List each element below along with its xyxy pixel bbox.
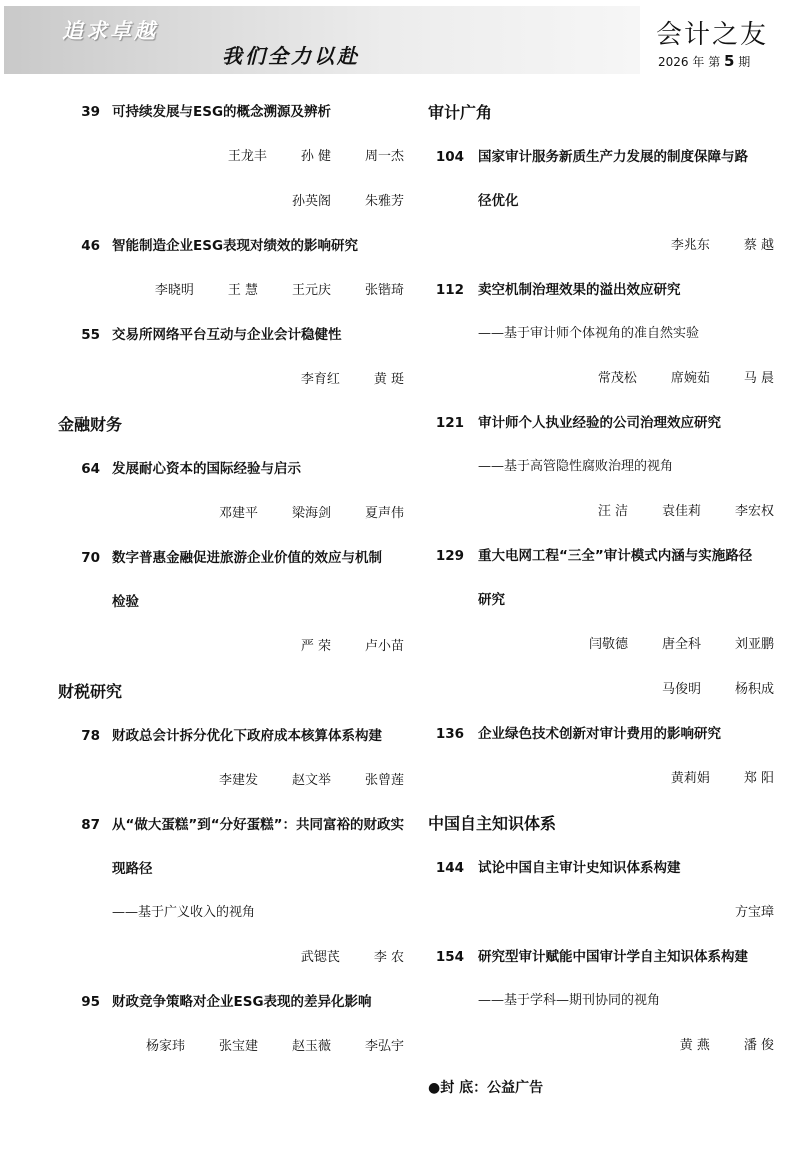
toc-entry-112[interactable] bbox=[428, 268, 780, 401]
page-number: 136 bbox=[435, 726, 464, 742]
article-title: 智能制造企业ESG表现对绩效的影响研究 bbox=[112, 238, 359, 254]
author: 刘亚鹏 bbox=[734, 637, 774, 652]
authors bbox=[428, 622, 780, 667]
author: 李建发 bbox=[218, 773, 258, 788]
magazine-title: 会计之友 bbox=[656, 20, 769, 50]
toc-entry-136[interactable] bbox=[428, 712, 780, 801]
authors bbox=[428, 1023, 780, 1068]
section-heading-knowledge-system: 中国自主知识体系 bbox=[428, 814, 557, 833]
author: 张锴琦 bbox=[364, 283, 404, 298]
authors bbox=[58, 179, 410, 224]
article-title: 财政竞争策略对企业ESG表现的差异化影响 bbox=[112, 994, 372, 1010]
author: 黄 珽 bbox=[373, 372, 404, 387]
authors bbox=[428, 489, 780, 534]
article-title-continued: 检验 bbox=[112, 594, 139, 610]
section-heading-tax: 财税研究 bbox=[58, 682, 123, 701]
author: 邓建平 bbox=[218, 506, 258, 521]
page-number: 104 bbox=[435, 149, 464, 165]
page-number: 64 bbox=[81, 461, 100, 477]
author: 马 晨 bbox=[743, 371, 774, 386]
authors bbox=[58, 758, 410, 803]
authors bbox=[428, 223, 780, 268]
toc-entry-55[interactable] bbox=[58, 313, 410, 402]
article-subtitle: ——基于审计师个体视角的准自然实验 bbox=[478, 326, 700, 341]
authors bbox=[58, 624, 410, 669]
author: 李育红 bbox=[300, 372, 340, 387]
author: 黄莉娟 bbox=[670, 771, 710, 786]
author: 卢小苗 bbox=[364, 639, 404, 654]
article-title: 从“做大蛋糕”到“分好蛋糕”：共同富裕的财政实 bbox=[112, 817, 404, 833]
page-number: 39 bbox=[81, 104, 100, 120]
article-title: 企业绿色技术创新对审计费用的影响研究 bbox=[478, 726, 721, 742]
authors bbox=[428, 356, 780, 401]
section-heading-audit: 审计广角 bbox=[428, 103, 493, 122]
page-number: 154 bbox=[435, 949, 464, 965]
author: 严 荣 bbox=[300, 639, 331, 654]
issue-number: 5 bbox=[724, 52, 735, 70]
back-cover-note: ●封 底：公益广告 bbox=[428, 1080, 544, 1096]
author: 汪 洁 bbox=[597, 504, 628, 519]
toc-entry-70[interactable] bbox=[58, 536, 410, 669]
author: 周一杰 bbox=[364, 149, 404, 164]
page-number: 129 bbox=[435, 548, 464, 564]
author: 孙英阁 bbox=[291, 194, 331, 209]
article-title: 卖空机制治理效果的溢出效应研究 bbox=[478, 282, 681, 298]
author: 王元庆 bbox=[291, 283, 331, 298]
author: 李宏权 bbox=[734, 504, 774, 519]
author: 常茂松 bbox=[597, 371, 637, 386]
author: 赵文举 bbox=[291, 773, 331, 788]
author: 王 慧 bbox=[227, 283, 258, 298]
page-number: 112 bbox=[435, 282, 464, 298]
author: 李兆东 bbox=[670, 238, 710, 253]
toc-entry-121[interactable] bbox=[428, 401, 780, 534]
toc-entry-104[interactable] bbox=[428, 135, 780, 268]
toc-entry-129[interactable] bbox=[428, 534, 780, 712]
page-number: 78 bbox=[81, 728, 100, 744]
authors bbox=[58, 134, 410, 179]
page-number: 144 bbox=[435, 860, 464, 876]
article-title: 研究型审计赋能中国审计学自主知识体系构建 bbox=[478, 949, 748, 965]
authors bbox=[58, 935, 410, 980]
toc-entry-78[interactable] bbox=[58, 714, 410, 803]
authors bbox=[58, 1024, 410, 1069]
toc-entry-144[interactable] bbox=[428, 846, 780, 935]
page-number: 95 bbox=[81, 994, 100, 1010]
page-number: 87 bbox=[81, 817, 100, 833]
author: 李 农 bbox=[373, 950, 404, 965]
author: 朱雅芳 bbox=[364, 194, 404, 209]
author: 孙 健 bbox=[300, 149, 331, 164]
article-title-continued: 径优化 bbox=[478, 193, 519, 209]
issue-info bbox=[658, 52, 750, 70]
author: 赵玉薇 bbox=[291, 1039, 331, 1054]
author: 黄 燕 bbox=[679, 1038, 710, 1053]
page-number: 70 bbox=[81, 550, 100, 566]
toc-entry-39[interactable] bbox=[58, 90, 410, 224]
authors bbox=[428, 756, 780, 801]
toc-left-column bbox=[58, 90, 410, 1069]
page-number: 55 bbox=[81, 327, 100, 343]
page-number: 46 bbox=[81, 238, 100, 254]
article-title: 数字普惠金融促进旅游企业价值的效应与机制 bbox=[112, 550, 382, 566]
author: 李晓明 bbox=[154, 283, 194, 298]
slogan-primary: 追求卓越 bbox=[62, 19, 158, 43]
authors bbox=[58, 357, 410, 402]
toc-entry-87[interactable] bbox=[58, 803, 410, 980]
article-title: 试论中国自主审计史知识体系构建 bbox=[478, 860, 681, 876]
author: 梁海剑 bbox=[291, 506, 331, 521]
issue-year: 2026 bbox=[658, 55, 689, 69]
toc-entry-95[interactable] bbox=[58, 980, 410, 1069]
author: 夏声伟 bbox=[364, 506, 404, 521]
article-subtitle: ——基于学科—期刊协同的视角 bbox=[478, 993, 661, 1008]
author: 武锶芪 bbox=[300, 950, 340, 965]
author: 潘 俊 bbox=[743, 1038, 774, 1053]
issue-number-label: 期 bbox=[738, 55, 751, 69]
author: 郑 阳 bbox=[743, 771, 774, 786]
slogan-secondary: 我们全力以赴 bbox=[222, 44, 360, 68]
author: 李弘宇 bbox=[364, 1039, 404, 1054]
article-title: 国家审计服务新质生产力发展的制度保障与路 bbox=[478, 149, 748, 165]
author: 张曾莲 bbox=[364, 773, 404, 788]
author: 杨家玮 bbox=[145, 1039, 185, 1054]
article-title: 重大电网工程“三全”审计模式内涵与实施路径 bbox=[478, 548, 753, 564]
article-title: 交易所网络平台互动与企业会计稳健性 bbox=[112, 327, 342, 343]
article-title: 发展耐心资本的国际经验与启示 bbox=[112, 461, 301, 477]
article-title: 审计师个人执业经验的公司治理效应研究 bbox=[478, 415, 721, 431]
article-title: 可持续发展与ESG的概念溯源及辨析 bbox=[112, 104, 332, 120]
author: 袁佳莉 bbox=[661, 504, 701, 519]
author: 唐全科 bbox=[661, 637, 701, 652]
authors bbox=[58, 491, 410, 536]
toc-right-column bbox=[428, 90, 780, 1108]
author: 方宝璋 bbox=[734, 905, 774, 920]
issue-year-label: 年 第 bbox=[692, 55, 721, 69]
authors bbox=[428, 890, 780, 935]
author: 席婉茹 bbox=[670, 371, 710, 386]
author: 蔡 越 bbox=[743, 238, 774, 253]
section-heading-finance: 金融财务 bbox=[58, 415, 123, 434]
authors bbox=[428, 667, 780, 712]
article-title-continued: 研究 bbox=[478, 592, 505, 608]
article-subtitle: ——基于高管隐性腐败治理的视角 bbox=[478, 459, 674, 474]
toc-entry-154[interactable] bbox=[428, 935, 780, 1068]
page-header bbox=[0, 0, 800, 80]
toc-entry-46[interactable] bbox=[58, 224, 410, 313]
author: 王龙丰 bbox=[227, 149, 267, 164]
author: 马俊明 bbox=[661, 682, 701, 697]
author: 张宝建 bbox=[218, 1039, 258, 1054]
author: 杨积成 bbox=[734, 682, 774, 697]
article-subtitle: ——基于广义收入的视角 bbox=[112, 905, 256, 920]
article-title-continued: 现路径 bbox=[112, 861, 153, 877]
author: 闫敬德 bbox=[588, 637, 628, 652]
authors bbox=[58, 268, 410, 313]
page-number: 121 bbox=[435, 415, 464, 431]
article-title: 财政总会计拆分优化下政府成本核算体系构建 bbox=[112, 728, 382, 744]
toc-entry-64[interactable] bbox=[58, 447, 410, 536]
